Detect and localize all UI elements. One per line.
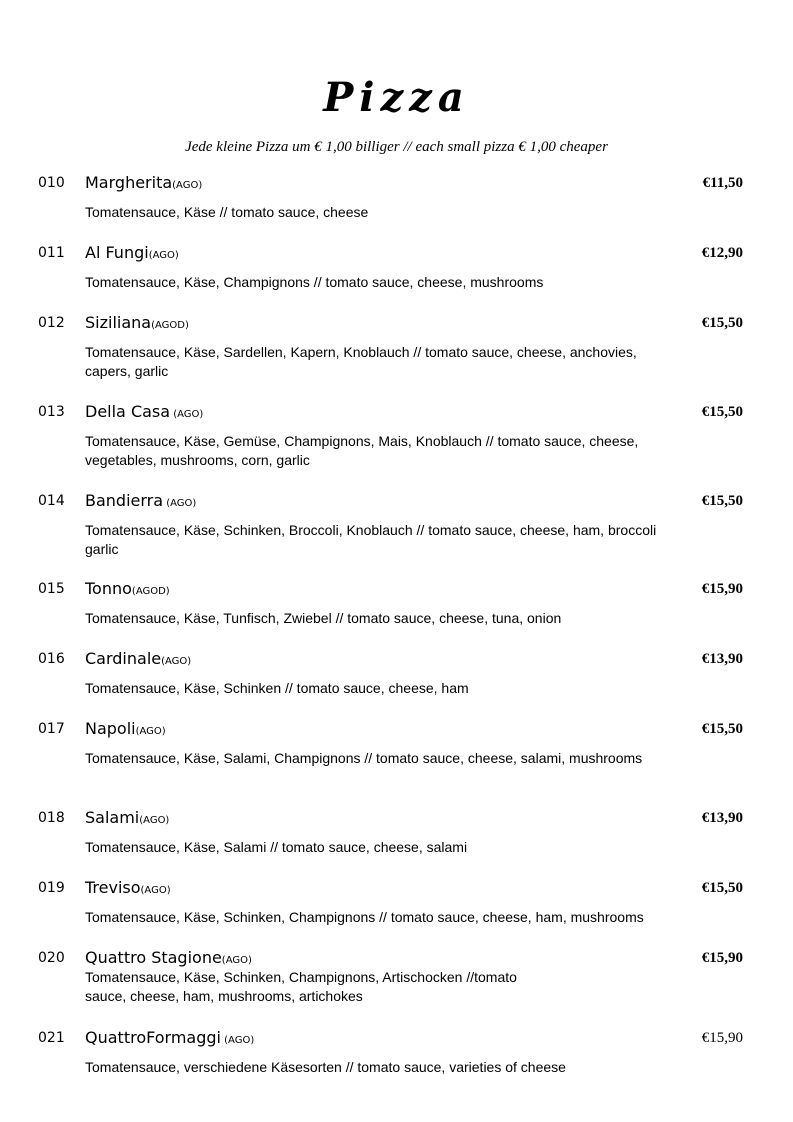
item-name-wrap bbox=[85, 808, 169, 831]
item-price: €15,90 bbox=[701, 1030, 743, 1046]
item-allergen: (AGOD) bbox=[131, 586, 170, 597]
item-allergen: (AGO) bbox=[170, 409, 204, 420]
item-description: Tomatensauce, Käse, Salami // tomato sauce, cheese, salami bbox=[85, 839, 468, 855]
item-name-wrap bbox=[85, 1028, 254, 1051]
item-price: €13,90 bbox=[701, 810, 743, 826]
item-name: Bandierra bbox=[85, 491, 164, 510]
item-price: €15,50 bbox=[701, 404, 743, 420]
item-allergen: (AGO) bbox=[161, 656, 192, 667]
item-number: 014 bbox=[38, 493, 65, 509]
item-name: Al Fungi bbox=[85, 243, 149, 262]
item-name: Napoli bbox=[85, 719, 136, 738]
item-description: Tomatensauce, Käse, Tunfisch, Zwiebel // tomato sauce, cheese, tuna, onion bbox=[85, 610, 562, 626]
page-subtitle: Jede kleine Pizza um € 1,00 billiger // each small pizza € 1,00 cheaper bbox=[185, 139, 608, 155]
item-allergen: (AGO) bbox=[172, 180, 203, 191]
item-price: €15,50 bbox=[701, 880, 743, 896]
item-number: 016 bbox=[38, 651, 65, 667]
item-name-wrap bbox=[85, 243, 179, 266]
item-description: Tomatensauce, verschiedene Käsesorten // tomato sauce, varieties of cheese bbox=[85, 1059, 566, 1075]
item-number: 019 bbox=[38, 880, 65, 896]
item-allergen: (AGO) bbox=[148, 250, 179, 261]
item-description: Tomatensauce, Käse, Champignons // tomato sauce, cheese, mushrooms bbox=[85, 274, 544, 290]
item-price: €15,50 bbox=[701, 721, 743, 737]
item-allergen: (AGO) bbox=[220, 1035, 255, 1046]
item-description: Tomatensauce, Käse, Schinken, Champignons, Artischocken //tomato sauce, cheese, ham, mushrooms, artichokes bbox=[85, 969, 517, 1004]
item-number: 010 bbox=[38, 175, 65, 191]
item-name-wrap bbox=[85, 491, 196, 514]
item-number: 017 bbox=[38, 721, 65, 737]
item-number: 011 bbox=[38, 245, 65, 261]
item-price: €15,50 bbox=[701, 493, 743, 509]
item-name: Treviso bbox=[85, 878, 141, 897]
item-price: €12,90 bbox=[701, 245, 743, 261]
item-allergen: (AGO) bbox=[163, 498, 197, 509]
item-allergen: (AGO) bbox=[140, 885, 171, 896]
item-price: €11,50 bbox=[702, 175, 743, 191]
item-name-wrap bbox=[85, 878, 171, 901]
item-description: Tomatensauce, Käse, Schinken, Broccoli, Knoblauch // tomato sauce, cheese, ham, broccoli garlic bbox=[85, 522, 657, 557]
item-number: 021 bbox=[38, 1030, 65, 1046]
item-name: Quattro Stagione bbox=[85, 948, 222, 967]
item-name: Cardinale bbox=[85, 649, 162, 668]
item-price: €15,90 bbox=[701, 581, 743, 597]
item-description: Tomatensauce, Käse, Salami, Champignons // tomato sauce, cheese, salami, mushrooms bbox=[85, 750, 643, 766]
item-name-wrap bbox=[85, 402, 203, 425]
item-description: Tomatensauce, Käse, Schinken // tomato sauce, cheese, ham bbox=[85, 680, 469, 696]
item-description: Tomatensauce, Käse // tomato sauce, cheese bbox=[85, 204, 369, 220]
item-price: €15,90 bbox=[701, 950, 743, 966]
item-description: Tomatensauce, Käse, Schinken, Champignons // tomato sauce, cheese, ham, mushrooms bbox=[85, 909, 644, 925]
item-price: €15,50 bbox=[701, 315, 743, 331]
item-allergen: (AGOD) bbox=[151, 320, 189, 331]
item-name: Margherita bbox=[85, 173, 173, 192]
item-allergen: (AGO) bbox=[135, 726, 166, 737]
item-name: Tonno bbox=[85, 579, 132, 598]
item-number: 012 bbox=[38, 315, 65, 331]
item-name: Siziliana bbox=[85, 313, 152, 332]
item-number: 013 bbox=[38, 404, 65, 420]
item-name-wrap bbox=[85, 649, 191, 672]
item-name: Salami bbox=[85, 808, 140, 827]
item-name-wrap bbox=[85, 719, 166, 742]
item-name-wrap bbox=[85, 173, 202, 196]
page-title: Pizza bbox=[323, 74, 470, 121]
item-name-wrap bbox=[85, 313, 189, 336]
item-price: €13,90 bbox=[701, 651, 743, 667]
item-number: 018 bbox=[38, 810, 65, 826]
item-number: 015 bbox=[38, 581, 65, 597]
item-description: Tomatensauce, Käse, Gemüse, Champignons, Mais, Knoblauch // tomato sauce, cheese, vegetables, mushrooms, corn, garlic bbox=[85, 433, 639, 468]
item-allergen: (AGO) bbox=[139, 815, 170, 826]
item-name: Della Casa bbox=[85, 402, 171, 421]
item-description: Tomatensauce, Käse, Sardellen, Kapern, Knoblauch // tomato sauce, cheese, anchovies, capers, garlic bbox=[85, 344, 637, 379]
item-name: QuattroFormaggi bbox=[85, 1028, 221, 1047]
item-allergen: (AGO) bbox=[221, 955, 252, 966]
item-number: 020 bbox=[38, 950, 65, 966]
item-name-wrap bbox=[85, 579, 170, 602]
